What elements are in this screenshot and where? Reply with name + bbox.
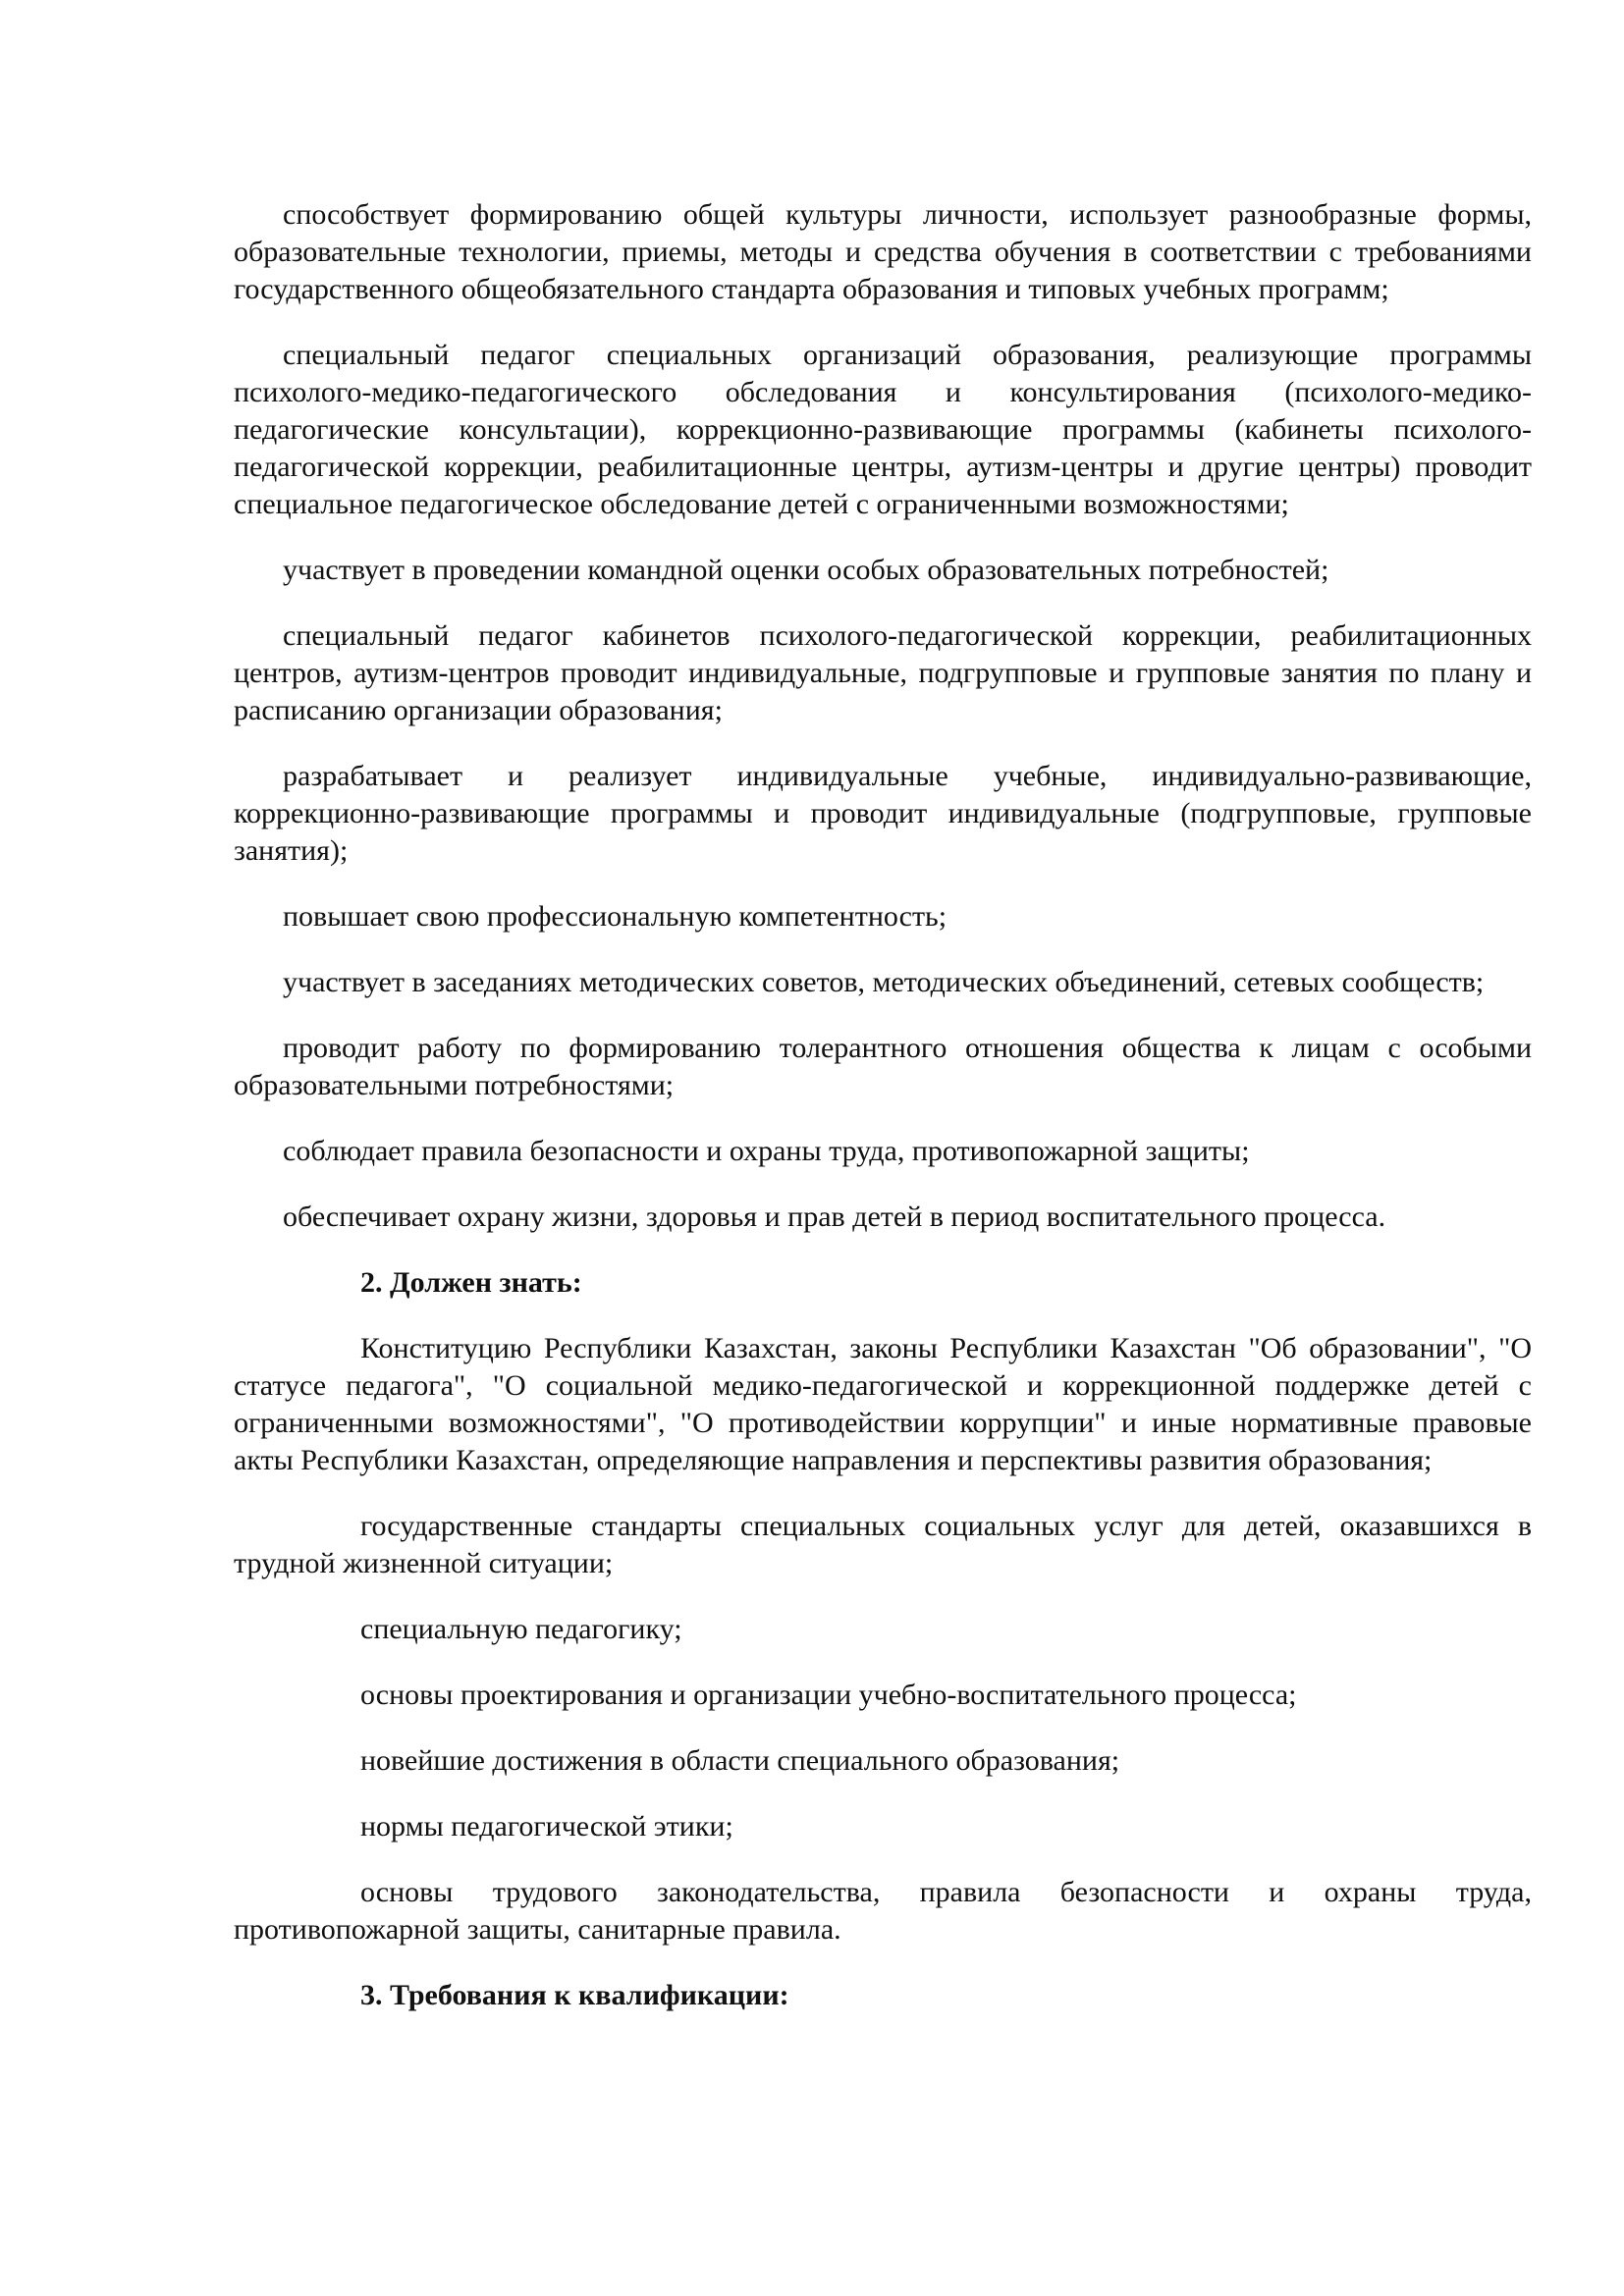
paragraph-tolerance: проводит работу по формированию толерантного отношения общества к лицам с особыми образовательными потребностями;	[234, 1032, 1532, 1101]
paragraph-safety-rules: соблюдает правила безопасности и охраны труда, противопожарной защиты;	[283, 1135, 1250, 1167]
section-heading-must-know: 2. Должен знать:	[360, 1266, 582, 1299]
paragraph-process-design: основы проектирования и организации учебно-воспитательного процесса;	[360, 1679, 1297, 1711]
section-heading-qualification: 3. Требования к квалификации:	[360, 1979, 789, 2011]
document-page	[234, 196, 1532, 2043]
paragraph-latest-achievements: новейшие достижения в области специального образования;	[360, 1744, 1120, 1777]
paragraph-general-culture: способствует формированию общей культуры личности, использует разнообразные формы, образовательные технологии, приемы, методы и средства обучения в соответствии с требованиями государственного общеобязательного стандарта образования и типовых учебных программ;	[234, 198, 1532, 305]
paragraph-labor-law: основы трудового законодательства, правила безопасности и охраны труда, противопожарной защиты, санитарные правила.	[234, 1876, 1532, 1946]
paragraph-constitution: Конституцию Республики Казахстан, законы Республики Казахстан "Об образовании", "О статусе педагога", "О социальной медико-педагогической и коррекционной поддержке детей с ограниченными возможностями", "О противодействии коррупции" и иные нормативные правовые акты Республики Казахстан, определяющие направления и перспективы развития образования;	[234, 1332, 1532, 1476]
paragraph-methodical-councils: участвует в заседаниях методических советов, методических объединений, сетевых сообществ;	[283, 966, 1485, 998]
paragraph-special-pedagogy: специальную педагогику;	[360, 1613, 682, 1645]
paragraph-develops-programs: разрабатывает и реализует индивидуальные учебные, индивидуально-развивающие, коррекционно-развивающие программы и проводит индивидуальные (подгрупповые, групповые занятия);	[234, 760, 1532, 867]
paragraph-individual-classes: специальный педагог кабинетов психолого-педагогической коррекции, реабилитационных центров, аутизм-центров проводит индивидуальные, подгрупповые и групповые занятия по плану и расписанию организации образования;	[234, 619, 1532, 726]
paragraph-special-examination: специальный педагог специальных организаций образования, реализующие программы психолого-медико-педагогического обследования и консультирования (психолого-медико-педагогические консультации), коррекционно-развивающие программы (кабинеты психолого-педагогической коррекции, реабилитационные центры, аутизм-центры и другие центры) проводит специальное педагогическое обследование детей с ограниченными возможностями;	[234, 339, 1532, 520]
paragraph-competence: повышает свою профессиональную компетентность;	[283, 900, 947, 933]
paragraph-state-standards: государственные стандарты специальных социальных услуг для детей, оказавшихся в трудной жизненной ситуации;	[234, 1510, 1532, 1579]
paragraph-team-assessment: участвует в проведении командной оценки особых образовательных потребностей;	[283, 554, 1329, 586]
paragraph-ethics: нормы педагогической этики;	[360, 1810, 733, 1842]
paragraph-child-protection: обеспечивает охрану жизни, здоровья и прав детей в период воспитательного процесса.	[283, 1201, 1386, 1233]
